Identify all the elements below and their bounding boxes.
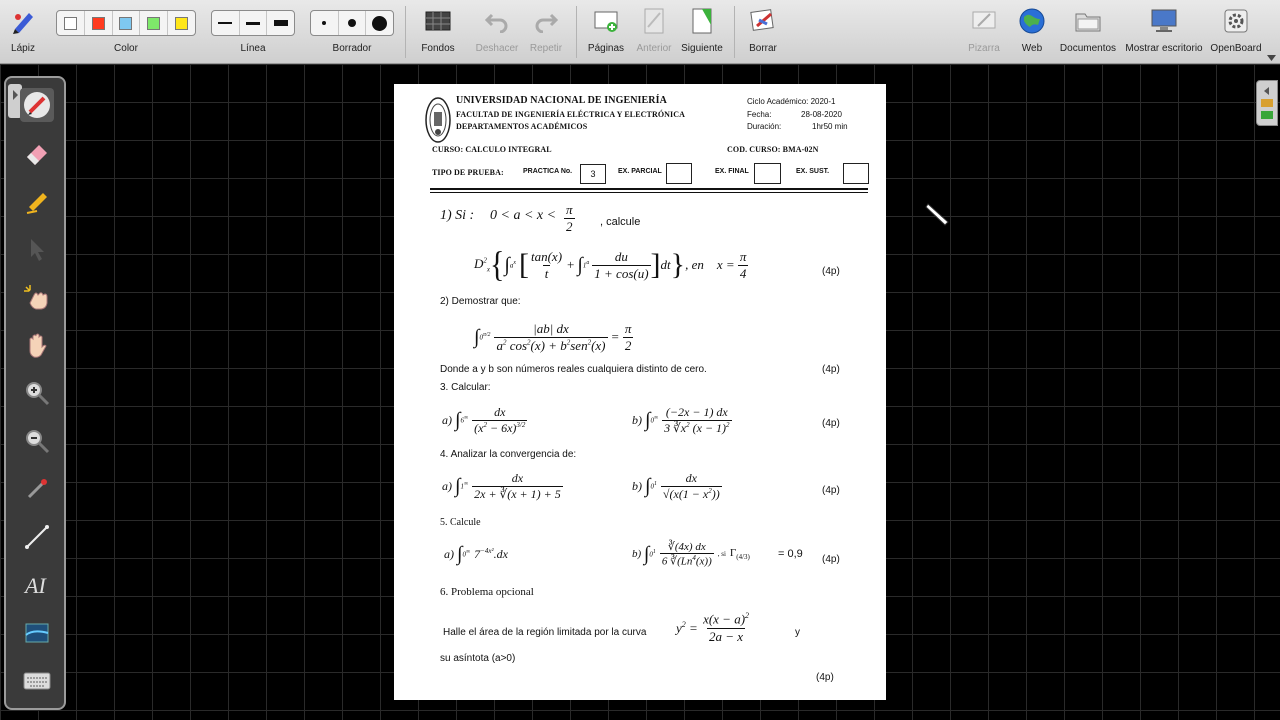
toolbar-overflow-button[interactable] [1264,0,1278,64]
palette-line-button[interactable] [20,520,54,554]
palette-selector-button[interactable] [20,232,54,266]
exam-document [394,84,886,700]
duration-value: 1hr50 min [812,122,848,131]
practice-number-box [580,164,606,184]
q6-expression: $y^2$ = $\frac{x(x - a)^2}{2a - x}$ [676,611,750,644]
palette-hand-button[interactable] [20,328,54,362]
eraser-large-icon [372,16,387,31]
line-medium-icon [246,22,260,25]
line-icon [23,523,51,551]
practice-number: 3 [590,169,596,179]
q6-asymptote: su asíntota (a>0) [440,653,516,664]
color-red-button[interactable] [85,11,113,35]
eraser-small-button[interactable] [311,11,339,35]
whiteboard-icon [969,6,999,36]
eraser-size-options [310,10,394,36]
q4-title: 4. Analizar la convergencia de: [440,449,577,460]
laser-pointer-icon [23,475,51,503]
q4a-expression: a) ∫ 1∞ $\frac{dx}{2x + ∛(x + 1) + 5}$ [442,470,561,501]
whiteboard-button[interactable] [962,0,1006,64]
faculty-name: FACULTAD DE INGENIERÍA ELÉCTRICA Y ELECTRÓNICA [456,110,686,119]
previous-button[interactable] [632,0,676,64]
clear-label: Borrar [749,43,777,54]
q2-title: 2) Demostrar que: [440,296,521,307]
zoom-out-icon [23,427,51,455]
palette-eraser-button[interactable] [20,136,54,170]
openboard-button[interactable] [1208,0,1264,64]
marker-icon [23,187,51,215]
q1-expression: $D^2_x$ { ∫ $a^x$ [ $\frac{\tan(x)}{t}$ + ∫ 1$^a$ $\frac{du}{1 + \cos(u)}$ ] dt } , en x = $\frac{\pi}{4}$ [474,244,747,285]
test-type-label: TIPO DE PRUEBA: [432,168,504,177]
line-label: Línea [240,43,266,54]
final-label: EX. FINAL [715,168,749,175]
documents-button[interactable] [1058,0,1118,64]
pen-label: Lápiz [11,43,35,54]
swatch-green [147,17,160,30]
line-thick-icon [274,20,288,26]
previous-page-icon [639,6,669,36]
university-name: UNIVERSIDAD NACIONAL DE INGENIERÍA [456,95,667,106]
q1-intro: 1) Si : [440,208,475,223]
capture-icon [23,619,51,647]
color-green-button[interactable] [140,11,168,35]
openboard-label: OpenBoard [1210,43,1262,54]
q2-points: (4p) [822,364,840,375]
folder-icon [1073,6,1103,36]
swatch-blue [119,17,132,30]
q2-expression: ∫ $0^{\pi/2}$ $\frac{|ab| dx}{a^2 \cos^2(x) + b^2sen^2(x)}$ = $\frac{\pi}{2}$ [474,320,632,353]
q2-note: Donde a y b son números reales cualquiera distinto de cero. [440,364,707,375]
text-icon [22,571,52,599]
departments-name: DEPARTAMENTOS ACADÉMICOS [456,122,588,131]
q5a-expression: a) ∫ 0∞ $7^{-4x^2}.dx$ [444,542,508,565]
color-white-button[interactable] [57,11,85,35]
q5-title: 5. Calcule [440,517,481,528]
line-thick-button[interactable] [267,11,294,35]
color-swatches [56,10,196,36]
practice-label: PRACTICA No. [523,168,573,175]
show-desktop-label: Mostrar escritorio [1125,43,1203,54]
palette-laser-button[interactable] [20,472,54,506]
pen-icon [22,90,52,120]
swatch-red [92,17,105,30]
line-width-options [211,10,295,36]
backgrounds-label: Fondos [421,43,455,54]
q3b-expression: b) ∫ 0∞ $\frac{(-2x - 1) dx}{3 ∛x^2 (x - 1)^2}$ [632,404,730,435]
q1-calc-text: , calcule [600,216,641,228]
separator [405,6,406,58]
add-page-icon [591,6,621,36]
palette-pen-button[interactable] [20,88,54,122]
sust-label: EX. SUST. [796,168,830,175]
eraser-label: Borrador [332,43,372,54]
globe-icon [1017,6,1047,36]
redo-label: Repetir [529,43,563,54]
undo-button[interactable] [472,0,522,64]
duration-label: Duración: [747,122,782,131]
zoom-in-icon [23,379,51,407]
q6-points: (4p) [816,672,834,683]
web-button[interactable] [1012,0,1052,64]
color-yellow-button[interactable] [168,11,195,35]
line-width-picker [211,0,295,64]
q3a-expression: a) ∫ 6∞ $\frac{dx}{(x^2 - 6x)^{3/2}}$ [442,404,526,435]
q5b-expression: b) ∫ $0^1$ $\frac{∛(4x) dx}{6 ∛(Ln^4(x))}$ , si $\Gamma_{(4/3)}$ [632,541,750,568]
swatch-yellow [175,17,188,30]
q4-points: (4p) [822,485,840,496]
web-label: Web [1021,43,1043,54]
eraser-medium-button[interactable] [339,11,367,35]
eraser-icon [23,139,51,167]
q3-points: (4p) [822,418,840,429]
desktop-icon [1149,6,1179,36]
q1-condition: 0 < a < x < [490,208,557,223]
sust-box [843,163,869,184]
hand-icon [23,331,51,359]
pen-tool-button[interactable] [0,0,46,64]
palette-text-button[interactable] [20,568,54,602]
palette-keyboard-button[interactable] [20,664,54,698]
q6-and: y [795,627,800,638]
show-desktop-button[interactable] [1122,0,1206,64]
eraser-size-picker [310,0,394,64]
course-name: CURSO: CALCULO INTEGRAL [432,145,552,154]
separator [576,6,577,58]
next-page-icon [687,6,717,36]
partial-label: EX. PARCIAL [618,168,662,175]
palette-zoom-in-button[interactable] [20,376,54,410]
pen-icon [8,6,38,36]
undo-label: Deshacer [475,43,519,54]
q1-points: (4p) [822,266,840,277]
swatch-white [64,17,77,30]
chevron-down-icon [1267,48,1276,66]
whiteboard-label: Pizarra [968,43,1000,54]
header-rule [430,188,868,190]
palette-marker-button[interactable] [20,184,54,218]
pages-label: Páginas [587,43,625,54]
q6-title: 6. Problema opcional [440,586,534,598]
date-value: 28-08-2020 [801,110,842,119]
course-code: COD. CURSO: BMA-02N [727,145,819,154]
header-rule-thin [430,192,868,193]
q5-points: (4p) [822,554,840,565]
openboard-gear-icon [1221,6,1251,36]
q5-gamma-value: = 0,9 [778,548,803,560]
backgrounds-icon [423,6,453,36]
palette-interact-button[interactable] [20,280,54,314]
q3-title: 3. Calcular: [440,382,491,393]
q1-pi-half: $\frac{\pi}{2}$ [566,202,573,234]
undo-icon [482,6,512,36]
next-label: Siguiente [681,43,723,54]
partial-box [666,163,692,184]
selector-icon [25,235,49,263]
pages-button[interactable] [582,0,630,64]
clear-button[interactable] [740,0,786,64]
redo-button[interactable] [522,0,570,64]
palette-capture-button[interactable] [20,616,54,650]
academic-cycle: Ciclo Académico: 2020-1 [747,97,836,106]
next-button[interactable] [678,0,726,64]
interactor-icon [22,283,52,311]
clear-page-icon [748,6,778,36]
line-medium-button[interactable] [240,11,268,35]
library-panel-handle[interactable] [1256,80,1278,126]
documents-label: Documentos [1059,43,1117,54]
top-toolbar [0,0,1280,64]
color-picker [56,0,196,64]
line-thin-icon [218,22,232,24]
university-seal [424,96,452,149]
tool-palette [4,76,66,710]
final-box [754,163,781,184]
keyboard-icon [23,671,51,691]
line-thin-button[interactable] [212,11,240,35]
palette-zoom-out-button[interactable] [20,424,54,458]
color-label: Color [114,43,138,54]
library-icon [1257,81,1277,125]
eraser-small-icon [322,21,326,25]
backgrounds-button[interactable] [414,0,462,64]
q6-text: Halle el área de la región limitada por la curva [443,627,647,638]
svg-text:AI: AI [25,573,46,598]
pen-cursor-icon [924,200,954,233]
redo-icon [531,6,561,36]
separator [734,6,735,58]
eraser-large-button[interactable] [366,11,393,35]
color-blue-button[interactable] [113,11,141,35]
date-label: Fecha: [747,110,772,119]
previous-label: Anterior [636,43,672,54]
eraser-medium-icon [348,19,356,27]
q4b-expression: b) ∫ $0^1$ $\frac{dx}{√(x(1 - x^2))}$ [632,470,720,501]
